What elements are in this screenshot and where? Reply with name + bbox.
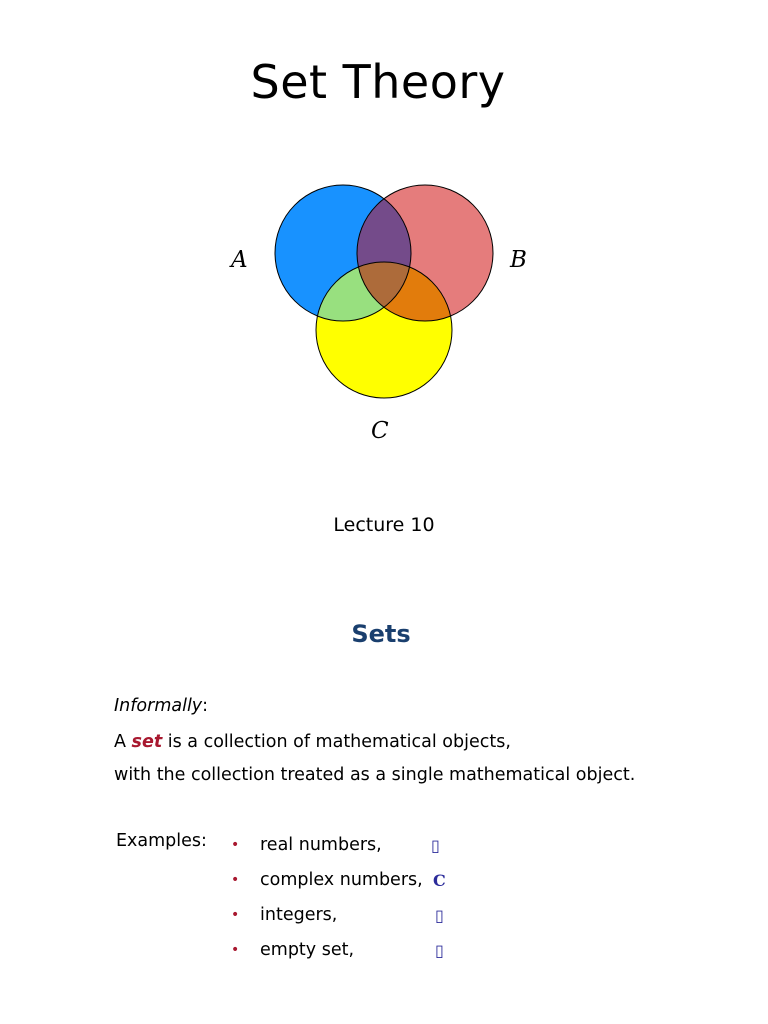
venn-diagram bbox=[0, 0, 768, 460]
definition-line-2: with the collection treated as a single mathematical object. bbox=[114, 765, 636, 785]
list-item bbox=[0, 833, 768, 859]
venn-label-c: C bbox=[371, 418, 389, 444]
venn-label-a: A bbox=[231, 247, 248, 273]
definition-rest: is a collection of mathematical objects, bbox=[162, 732, 511, 752]
example-text: complex numbers, bbox=[260, 870, 423, 890]
list-item bbox=[0, 938, 768, 964]
slide-title: Set Theory bbox=[250, 55, 506, 109]
example-text: integers, bbox=[260, 905, 338, 925]
informally-label: Informally bbox=[114, 696, 203, 716]
informally-line bbox=[114, 694, 208, 718]
set-keyword: set bbox=[131, 732, 163, 752]
sets-heading: Sets bbox=[351, 620, 411, 648]
list-item bbox=[0, 868, 768, 894]
example-text: empty set, bbox=[260, 940, 355, 960]
definition-prefix: A bbox=[114, 732, 132, 752]
example-text: real numbers, bbox=[260, 835, 382, 855]
informally-colon: : bbox=[202, 696, 209, 716]
real-numbers-symbol: ▯ bbox=[431, 836, 440, 855]
bullet-icon: • bbox=[231, 907, 240, 923]
empty-set-symbol: ▯ bbox=[435, 941, 444, 960]
lecture-subtitle: Lecture 10 bbox=[333, 514, 435, 536]
bullet-icon: • bbox=[231, 837, 240, 853]
bullet-icon: • bbox=[231, 942, 240, 958]
integers-symbol: ▯ bbox=[435, 906, 444, 925]
complex-numbers-symbol: C bbox=[433, 871, 446, 890]
definition-line-1 bbox=[114, 730, 511, 754]
list-item bbox=[0, 903, 768, 929]
venn-label-b: B bbox=[510, 247, 527, 273]
bullet-icon: • bbox=[231, 872, 240, 888]
examples-label: Examples: bbox=[116, 831, 207, 851]
